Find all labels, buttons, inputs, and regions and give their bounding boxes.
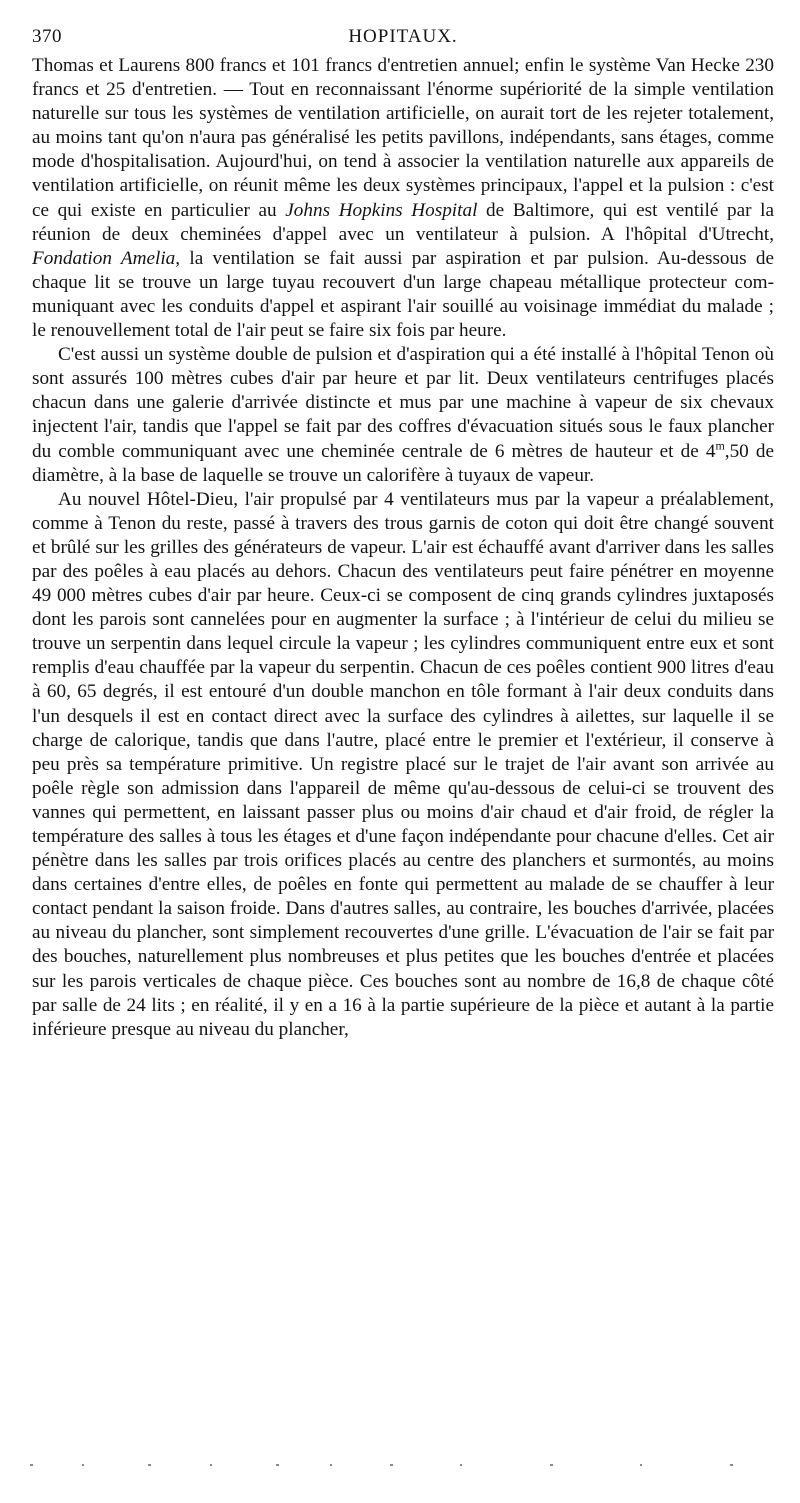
running-title: HOPITAUX. — [348, 26, 458, 47]
paragraph-text: ,50 de diamètre, à la base de laquelle se trouve un calorifère à tuyaux de vapeur. — [32, 440, 774, 486]
paragraph-text: de Baltimore, qui est ventilé par la réunion de deux cheminées d'appel avec un ventilateur à pulsion. A l'hôpital d'Utrecht, — [32, 199, 774, 245]
paragraph-hotel-dieu: Au nouvel Hôtel-Dieu, l'air propulsé par 4 ventilateurs mus par la vapeur a préalablement, comme à Tenon du reste, passé à travers des trous garnis de coton qui doit être changé souvent et brûlé sur les grilles des générateurs de vapeur. L'air est échauffé avant d'arriver dans les salles par des poêles à eau placés au dehors. Chacun des ventilateurs peut faire pénétrer en moyenne 49 000 mètres cubes d'air par heure. Ceux-ci se composent de cinq grands cylindres juxtaposés dont les parois sont cannelées pour en augmenter la surface ; à l'intérieur de celui du milieu se trouve un serpentin dans lequel circule la vapeur ; les cylindres communiquent entre eux et sont remplis d'eau chauffée par la vapeur du serpentin. Chacun de ces poêles contient 900 litres d'eau à 60, 65 degrés, il est entouré d'un double manchon en tôle formant à l'air deux conduits dans l'un desquels il est en contact direct avec la surface des cylindres à ailettes, sur laquelle il se charge de calorique, tandis que dans l'autre, placé entre le premier et l'extérieur, il conserve à peu près sa température primitive. Un registre placé sur le trajet de l'air avant son arrivée au poêle règle son admission dans l'appareil de même qu'au-dessous de celui-ci se trouvent des vannes qui permettent, en laissant passer plus ou moins d'air chaud et d'air froid, de régler la température des salles à tous les étages et d'une façon indépendante pour chacune d'elles. Cet air pénètre dans les salles par trois orifices placés au centre des planchers et surmontés, au moins dans certaines d'entre elles, de poêles en fonte qui permettent au malade de se chauffer à leur contact pendant la saison froide. Dans d'autres salles, au contraire, les bouches d'arrivée, placées au niveau du plancher, sont simplement recouvertes d'une grille. L'évacuation de l'air se fait par des bouches, naturellement plus nombreuses et plus petites que les bouches d'entrée et placées sur les parois verticales de chaque pièce. Ces bouches sont au nombre de 16,8 de chaque côté par salle de 24 lits ; en réalité, il y en a 16 à la partie supérieure de la pièce et autant à la partie inférieure presque au niveau du plancher, — [32, 488, 774, 1040]
paragraph-ventilation-systems — [32, 54, 774, 343]
italic-hospital-name: Johns Hopkins Hospital — [285, 199, 478, 221]
page-number: 370 — [32, 26, 62, 47]
italic-foundation-name: Fondation Amelia, — [32, 247, 181, 269]
paragraph-text: C'est aussi un système double de pulsion et d'aspiration qui a été installé à l'hôpital Tenon où sont assurés 100 mètres cubes d'air par heure et par lit. Deux ventilateurs centrifuges placés chacun dans une galerie d'arrivée distincte et mus par une machine à vapeur de six chevaux injectent l'air, tandis que l'appel se fait par des coffres d'évacuation situés sous le faux plancher du comble communiquant avec une cheminée centrale de 6 mètres de hauteur et de 4 — [32, 344, 774, 462]
paragraph-hopital-tenon — [32, 343, 774, 488]
running-head — [32, 26, 774, 54]
paragraph-text: Thomas et Laurens 800 francs et 101 francs d'entretien annuel; enfin le système Van Hecke 230 francs et 25 d'entretien. — Tout en reconnaissant l'énorme supériorité de la simple ventilation naturelle sur tous les systèmes de ventilation artificielle, on aurait tort de les rejeter totalement, au moins tant qu'on n'aura pas généralisé les petits pavillons, indépendants, sans étages, comme mode d'hospitalisation. Aujourd'hui, on tend à associer la ventilation naturelle aux appareils de ventilation artificielle, on réunit même les deux systèmes principaux, l'appel et la pulsion : c'est ce qui existe en particulier au — [32, 55, 774, 221]
body-text — [32, 54, 774, 1042]
book-page — [32, 26, 774, 1042]
paragraph-text: la ventilation se fait aussi par aspiration et par pulsion. Au-dessous de chaque lit se trouve un large tuyau recouvert d'un large chapeau métallique protecteur communiquant avec les conduits d'appel et aspirant l'air souillé au voisinage immédiat du malade ; le renouvellement total de l'air peut se faire six fois par heure. — [32, 247, 774, 342]
scan-artifact-line — [30, 1464, 770, 1468]
superscript-unit: m — [715, 438, 725, 453]
